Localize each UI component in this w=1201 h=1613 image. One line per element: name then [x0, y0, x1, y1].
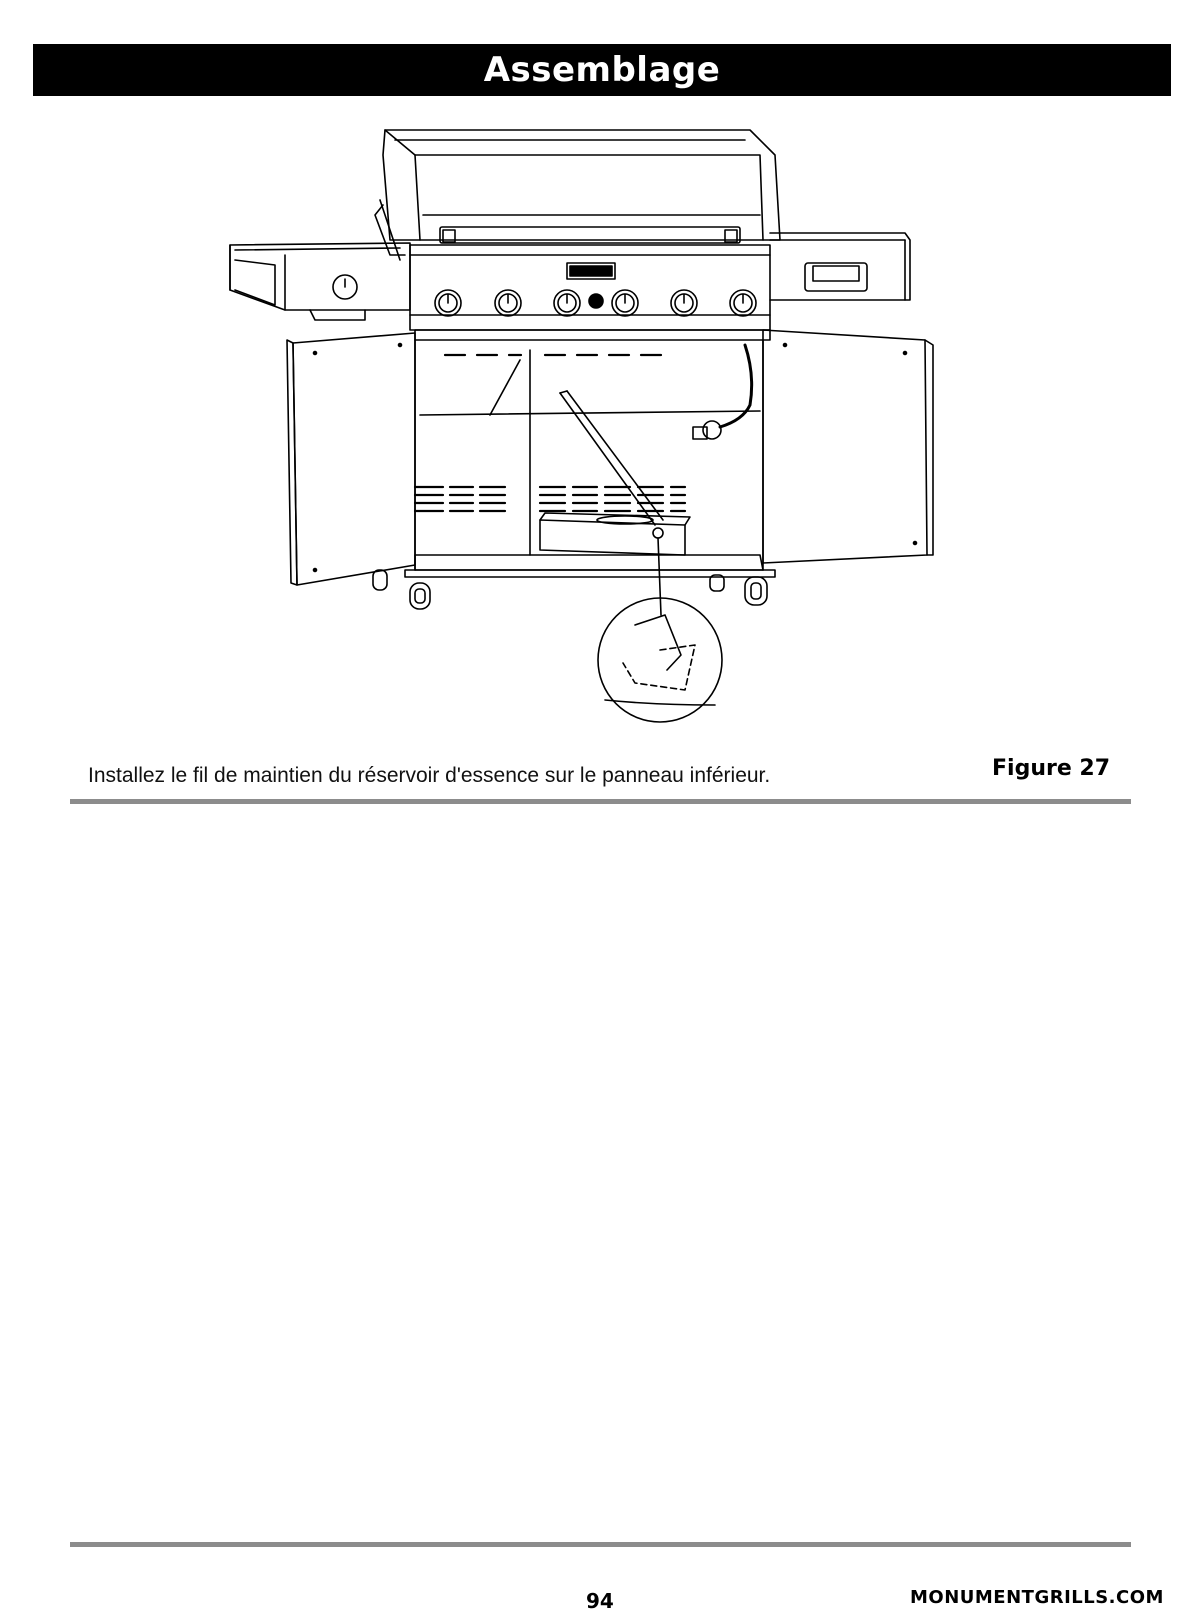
figure-label: Figure 27: [992, 756, 1111, 781]
website-url: MONUMENTGRILLS.COM: [910, 1587, 1164, 1608]
footer-divider: [70, 1542, 1131, 1547]
grill-assembly-illustration: [215, 115, 955, 740]
figure-caption: Installez le fil de maintien du réservoir d'essence sur le panneau inférieur.: [88, 764, 771, 787]
caption-divider: [70, 799, 1131, 804]
section-header: [33, 44, 1171, 96]
section-title: Assemblage: [483, 50, 721, 90]
page-number: 94: [586, 1589, 614, 1613]
